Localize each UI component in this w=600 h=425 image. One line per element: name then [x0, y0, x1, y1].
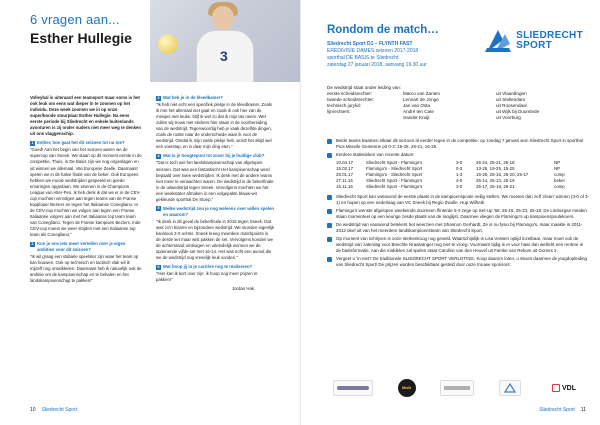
result-type: comp	[554, 172, 565, 177]
result-type: NP	[554, 160, 561, 165]
page-number: 10	[30, 407, 36, 413]
sponsor-logo-vdl	[545, 380, 583, 396]
result-row	[336, 184, 571, 190]
result-date: 16.11.16	[336, 184, 353, 189]
official-club: uit Voorburg	[496, 115, 521, 121]
question-number: 5	[157, 206, 160, 211]
result-score: 0-3	[456, 166, 463, 171]
answer-1: "Goed! Aan het begin van het seizoen waren we de supercup van Sneek. We staan op dit moment eerste in de competitie. Thuis, in De Basis zijn we nog ongeslagen en uit winnen we allemaal. Van Europese Zeelle. Daarnaast spelen we in de halve finale van de beker. Ook Europees hebben we mooie wedstrijden gespeeld en goede ervaringen opgedaan. We wonnen in de Champions League van Alter-Pes. Ik heb denk ik dat we er in de CEV-cup mochten vervolgen aan tegen teams van de Franse kopploper Beziers en tegen het Italiaanse Conegliano. In de CEV-cup mochten we volgen aan tegen een Franse Italiaanse volgers aan met het Italiaanse top team team van Conegliano. Tegen de Franse kampioen Beziers. Inde CEV-cup moest we weer strijden met een Italiaanse top team als Conegliano."	[30, 147, 142, 238]
fact-text: Beide teams kwamen elkaar dit seizoen al eerder tegen in de competitie: op zondag 7 januari won Sliedrecht Sport in sporthal Pica Mereile Gemeene pit 0-3: 19-25, 25-21, 16-25.	[336, 138, 583, 149]
result-date: 15.03.17	[336, 166, 354, 171]
bullet-square-icon	[327, 257, 332, 262]
sponsor-logo-4	[499, 380, 521, 396]
question-number: 4	[157, 153, 160, 158]
bullet-square-icon	[327, 195, 332, 200]
fact-item	[327, 208, 589, 220]
fact-text: De wedstrijd van vanavond betekent het weerzien met Shannon Gerhardt. Ze is nu fysio bij Flamingo's, maar maakte in 2011-2012 deel uit van het meerdere landskampioensteam van Sliedrecht Sport.	[336, 222, 583, 233]
official-role: technisch jurylid:	[327, 103, 361, 109]
intro-paragraph: Volleybal is uiteraard een teamsport maar soms is het ook leuk om eens wat dieper in te zoomen op het individu. Deze week zoomen we in op onze super/bonde stuurplaar Esther Hullegie. Na eens eerste periode bij Sliedrecht en enkele buitenlands avonturen is zij onder ouders niet meer weg te denken uit ons vlaggenschip.	[30, 95, 142, 137]
page-number: 11	[580, 407, 586, 413]
result-type: NP	[554, 166, 561, 171]
question-5	[156, 206, 274, 218]
sponsor-logos	[333, 378, 583, 398]
match-title: Rondom de match…	[327, 24, 439, 36]
answer-4: "Dat is toch wel het landskampioenschap van afgelopen seizoen. Dat was een fantastisch! Het kampioenschap werd bepaald over twee wedstrijden. Ik denk met de andere teams niet meer te verwachten waren. De wedstrijd in de bekerfinale in de uitwedstrijd tegen Sneek. Vervolgens mochten we het een weekstater afmaken in een volgepakte blauw-wit gekleurde sporthal De Stoep."	[156, 160, 274, 202]
question-text: Wat heb je in de kleedkamer?	[163, 95, 224, 100]
question-text: Esther, hoe gaat het dit seizoen tot nu toe?	[37, 140, 125, 146]
club-logo-icon	[483, 26, 513, 56]
bullet-square-icon	[327, 223, 332, 228]
column-right	[156, 95, 274, 292]
club-logo	[483, 26, 583, 56]
answer-6: "Hier kan ik kort over zijn: ik hoop nog meer prijzen te pakken!"	[156, 271, 258, 283]
interview-header	[0, 0, 148, 66]
fact-item	[327, 222, 589, 234]
result-score: 1-3	[456, 172, 463, 177]
fact-text: Op moment van schrijven is onze sterkenkoog nog geveld. Waarschijnlijk is Lisa Vossen optijd inzetbaar, maar moet ook de wedstrijd van zaterdag voor Breichte Nraalvanger nog niet te vroeg. Voornaam tijdig is er voor haar dan wellicht een rentree in de basisformatie. Aan die middelen zal spelen staat Caroline van den Heuvel uit Famke van Rekom uit Oomes 2.	[336, 236, 584, 253]
result-match: Sliedrecht Sport - Flamingo's	[366, 178, 423, 183]
result-sets: 25-17, 25-18, 25-21	[476, 184, 515, 189]
official-name: André ten Cate	[403, 109, 434, 115]
official-role: lijnrechters:	[327, 109, 351, 115]
match-facts	[327, 138, 589, 270]
answer-3: "Ik heb niet echt een specifiek plekje in de kleedkamer. Zoals ik met het allemaal niet gaat en zoals ik ook hier van de meisjes niet leuke, blijf ik wel zo dat ik mijn tas neem. Wel zullen wij trouw met stickers hier staan in de voorbereiding van de wedstrijd. Tegenwoordig heb je vaak dezelfde dingen, zoals de rustte naar de onderschiede waar ik voor de wedstrijd. Omdat ik mijn vaste plekje heb, wordt het altijd wel een voetstap, en is daar mijn ding eten."	[156, 102, 273, 150]
result-type: beker	[554, 178, 565, 183]
footer-label: Sliedrecht Sport	[41, 407, 78, 413]
answer-5: "Ik denk in dit geval de bekerfinale in 2015 tegen Sneek. Dat was zo'n bizarre en bijzondere wedstrijd. We stonden eigenlijk kansloos 2-0 achter. Sneek kreeg meerdere matchpoints in de derde set maar wist pakken de set. Vervolgens konden we de achterstand ombuigen en uiteindelijk wonnen we de spannende vijfde set met 16-14. Het was echt een avond die we de wedstrijd nog vreselijk leuk vonden."	[156, 218, 275, 261]
result-sets: 13-25, 19-25, 15-25	[476, 166, 515, 171]
column-left	[30, 95, 142, 287]
fact-text: Flamingo's wenste afgelopen weekeinde doorneen flinterde 5-3 zege op Set-Up '65: 25-15, 25-23, 25-18. De Limburgse meiden staan momenteel op een keurige zesde plaats van de ranglijst. Daarmee vliegen de Flamingo's op kampioenspoulekoers.	[336, 208, 587, 219]
official-name: Jan van Osta	[403, 103, 431, 109]
sponsor-logo-multi: Multi	[398, 379, 416, 397]
result-match: Sliedrecht Sport - Flamingo's	[366, 160, 423, 165]
sponsor-1-icon	[337, 384, 369, 392]
official-club: uit Stellendam	[496, 97, 526, 103]
fact-text: Eerdere statistieken van recente datum:	[336, 152, 415, 157]
sponsor-logo-3	[440, 380, 474, 396]
player-photo	[150, 0, 300, 82]
interview-title: Esther Hullegie	[30, 30, 132, 46]
match-league: EREDIVISIE DAMES seizoen 2017-2018	[327, 48, 419, 54]
author-signature: Jordan Hak	[232, 286, 254, 292]
match-teams: Sliedrecht Sport D1 – FLYNTH FAST	[327, 41, 413, 47]
match-header	[319, 0, 589, 72]
official-role: eerste scheidsrechter:	[327, 91, 373, 97]
fact-item	[327, 256, 589, 268]
sponsor-4-icon	[503, 382, 517, 394]
sponsor-logo-1	[333, 380, 373, 396]
club-logo-line2: SPORT	[516, 40, 553, 51]
result-sets: 25-14, 25-13, 25-19	[476, 178, 515, 183]
question-4	[156, 153, 274, 159]
official-club: uit Vlaardingen	[496, 91, 527, 97]
result-match: Flamingo's - Sliedrecht Sport	[366, 172, 423, 177]
question-number: 6	[157, 264, 160, 269]
official-row	[327, 115, 587, 121]
question-text: Wat hoop jij in je carrière nog te realiseren?	[163, 264, 253, 270]
fact-item	[327, 194, 589, 206]
officials-section	[327, 85, 587, 122]
fact-text: Sliedrecht Sport kan vanavond de eerste plaats in de kampioenspoule veilig stellen. We moeten dan zelf 'clean' winnen (3-0 of 3-1) en hopen op een nederlaag van VC Sneek bij Regio Zwolle. Hup Wilfred!	[336, 194, 589, 205]
result-date: 27.11.16	[336, 178, 353, 183]
official-role	[327, 115, 403, 121]
official-name: Sander Kruijt	[403, 115, 430, 121]
bullet-square-icon	[327, 139, 332, 144]
vdl-mark-icon	[552, 384, 560, 392]
footer-left	[30, 407, 77, 413]
official-name: Marco van Zanten	[403, 91, 441, 97]
bullet-square-icon	[327, 237, 332, 242]
result-type: comp	[554, 184, 565, 189]
result-sets: 26-24, 25-21, 25-18	[476, 160, 515, 165]
result-match: Flamingo's - Sliedrecht Sport	[366, 166, 423, 171]
result-sets: 16-25, 25-16, 25-20, 25-17	[476, 172, 529, 177]
club-logo-text	[516, 31, 583, 51]
question-text: Wat is je hoogtepunt tot zover bij je huidige club?	[163, 153, 265, 159]
club-logo-line1: SLIEDRECHT	[516, 30, 583, 41]
official-club: uit Roosendaal	[496, 103, 527, 109]
results-table	[336, 160, 571, 190]
official-role: tweede scheidsrechter:	[327, 97, 375, 103]
volleyball-image	[158, 34, 178, 54]
question-6	[156, 264, 274, 270]
question-text: Kun je ons iets meer vertellen over je eigen ambities voor dit seizoen?	[37, 241, 126, 253]
player-face	[212, 6, 234, 30]
jersey-number: 3	[220, 48, 228, 64]
result-score: 3-0	[456, 178, 463, 183]
interview-kicker: 6 vragen aan...	[30, 12, 120, 27]
fact-item	[327, 236, 589, 254]
official-name: Lennart de Jonge	[403, 97, 439, 103]
answer-2: "Ik wil graag een stabiele speelster zijn waar het team op kan bouwen. Ook op technisch en tactisch vlak wil ik mijzelf nog ontwikkelen. Daarnaast heb ik natuurlijk ook de ambitie om de kampioenschap en te behalen en het landskampioenschap te pakken!"	[30, 254, 142, 284]
fact-item	[327, 138, 589, 150]
vdl-text: VDL	[562, 384, 576, 392]
question-number: 3	[157, 95, 160, 100]
fact-item	[327, 152, 589, 158]
bullet-square-icon	[327, 209, 332, 214]
question-text: Welke wedstrijd zou je nog weleens over willen spelen en waarom?	[163, 205, 274, 217]
question-number: 1	[31, 140, 34, 145]
bullet-square-icon	[327, 153, 332, 158]
question-3	[156, 95, 274, 101]
question-1	[30, 140, 142, 146]
match-date: zaterdag 27 januari 2018, aanvang 19.30 uur	[327, 62, 427, 68]
question-number: 2	[31, 241, 34, 246]
question-2	[30, 241, 142, 253]
match-venue: sporthal DE BASIS te Sliedrecht	[327, 55, 399, 61]
result-match: Sliedrecht Sport - Flamingo's	[366, 184, 423, 189]
result-score: 3-0	[456, 160, 463, 165]
footer-right	[539, 407, 586, 413]
fact-text: Vergeet u 'in-niet? De traditionele SLIEDRECHT SPORT VERLOTING. Koop daarom loten, u steunt daarmee de jeugdopleiding van Sliedrecht Sport! De prijzen worden beschikbaar gesteld door onze trouwe sponsors:	[336, 256, 587, 267]
result-date: 28.01.17	[336, 172, 354, 177]
right-page	[300, 0, 600, 425]
officials-heading: De wedstrijd staat onder leiding van:	[327, 85, 402, 90]
result-date: 10.04.17	[336, 160, 354, 165]
official-club: uit Wijk bij Duurstede	[496, 109, 540, 115]
sponsor-3-icon	[444, 383, 470, 393]
footer-label: Sliedrecht Sport	[539, 407, 575, 413]
result-score: 3-0	[456, 184, 463, 189]
